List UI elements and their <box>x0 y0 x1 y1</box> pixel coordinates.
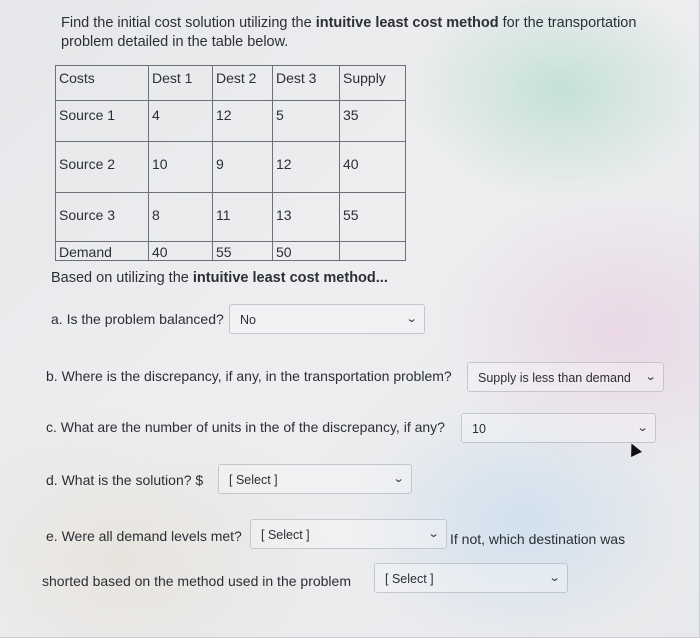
table-cell: 4 <box>149 101 213 142</box>
question-e-followup2: shorted based on the method used in the problem <box>42 573 351 589</box>
question-d-dropdown[interactable] <box>218 464 412 494</box>
table-header-row <box>56 66 406 101</box>
table-row <box>56 142 406 193</box>
title-method: intuitive least cost method <box>315 15 499 31</box>
table-cell: Demand <box>56 242 149 261</box>
question-a-label: a. Is the problem balanced? <box>51 311 224 327</box>
table-cell: 13 <box>273 193 340 242</box>
header-cell: Dest 3 <box>273 66 340 101</box>
chevron-down-icon: ⌄ <box>548 572 561 584</box>
table-cell: 9 <box>213 142 273 193</box>
question-b-value: Supply is less than demand <box>478 371 631 385</box>
question-d-value: [ Select ] <box>229 473 278 487</box>
question-e-dropdown[interactable] <box>250 519 447 549</box>
table-row <box>56 101 406 142</box>
table-cell <box>340 242 406 261</box>
table-cell: 55 <box>213 242 273 261</box>
table-cell: 50 <box>273 242 340 261</box>
question-a-dropdown[interactable] <box>229 304 425 334</box>
question-c-value: 10 <box>472 422 486 436</box>
table-cell: 55 <box>340 193 406 242</box>
chevron-down-icon: ⌄ <box>644 371 657 383</box>
title-outro: for the transportation problem detailed in the table below. <box>61 15 637 50</box>
question-e2-dropdown[interactable] <box>374 563 568 593</box>
table-cell: 11 <box>213 193 273 242</box>
heading-intro: Based on utilizing the <box>51 270 189 286</box>
header-cell: Dest 2 <box>213 66 273 101</box>
table-cell: 8 <box>149 193 213 242</box>
question-title <box>61 14 681 52</box>
title-intro: Find the initial cost solution utilizing the <box>61 15 312 31</box>
table-cell: 12 <box>273 142 340 193</box>
chevron-down-icon: ⌄ <box>427 528 440 540</box>
question-e-followup: If not, which destination was <box>450 531 626 547</box>
question-a-value: No <box>240 313 256 327</box>
question-b-dropdown[interactable] <box>467 362 664 392</box>
demand-row <box>56 242 406 261</box>
section-heading <box>51 270 388 286</box>
question-e-label: e. Were all demand levels met? <box>46 528 242 544</box>
table-row <box>56 193 406 242</box>
question-e-value: [ Select ] <box>261 528 310 542</box>
question-d-label: d. What is the solution? $ <box>46 472 204 488</box>
heading-method: intuitive least cost method... <box>192 270 388 286</box>
chevron-down-icon: ⌄ <box>405 313 418 325</box>
header-cell: Dest 1 <box>149 66 213 101</box>
table-cell: Source 1 <box>56 101 149 142</box>
header-cell: Costs <box>56 66 149 101</box>
table-cell: 40 <box>149 242 213 261</box>
table-cell: 12 <box>213 101 273 142</box>
cost-table <box>55 65 406 261</box>
table-cell: 5 <box>273 101 340 142</box>
question-c-label: c. What are the number of units in the of the discrepancy, if any? <box>46 419 445 435</box>
chevron-down-icon: ⌄ <box>392 473 405 485</box>
question-c-dropdown[interactable] <box>461 413 656 443</box>
table-cell: 35 <box>340 101 406 142</box>
table-cell: Source 2 <box>56 142 149 193</box>
question-b-label: b. Where is the discrepancy, if any, in the transportation problem? <box>46 368 452 384</box>
table-cell: 10 <box>149 142 213 193</box>
header-cell: Supply <box>340 66 406 101</box>
table-cell: 40 <box>340 142 406 193</box>
question-e2-value: [ Select ] <box>385 572 434 586</box>
table-cell: Source 3 <box>56 193 149 242</box>
chevron-down-icon: ⌄ <box>636 422 649 434</box>
